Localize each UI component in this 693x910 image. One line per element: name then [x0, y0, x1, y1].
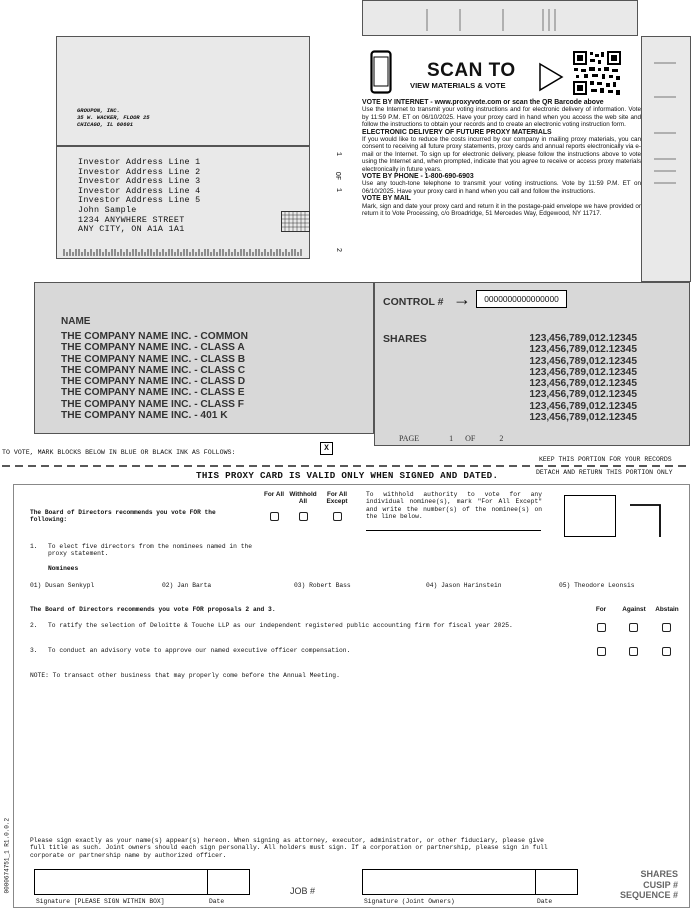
col-against: Against	[622, 606, 646, 613]
share-value: 123,456,789,012.12345	[529, 412, 637, 424]
signature-box-1[interactable]	[34, 869, 250, 895]
vote-mail-heading: VOTE BY MAIL	[362, 195, 411, 203]
vote-internet-heading: VOTE BY INTERNET - www.proxyvote.com or scan the QR Barcode above	[362, 99, 604, 106]
shares-values	[505, 333, 637, 423]
nominee-number-line[interactable]	[366, 530, 541, 531]
code-box	[564, 495, 616, 537]
address-grid-icon	[281, 211, 311, 233]
checkbox-for-all[interactable]	[270, 512, 279, 521]
electronic-delivery-heading: ELECTRONIC DELIVERY OF FUTURE PROXY MATERIALS	[362, 128, 552, 136]
signing-instructions: Please sign exactly as your name(s) appear(s) hereon. When signing as attorney, executor, administrator, or other fiduciary, please give full title as such. Joint owners should each sign personally. All holders must sign. If a corporation or partnership, please sign in full corporate or partnership name by authorized officer.	[30, 837, 548, 859]
company-line: THE COMPANY NAME INC. - CLASS D	[61, 376, 246, 388]
shares-label-bottom: SHARES	[640, 869, 678, 879]
vote-internet-text: Use the Internet to transmit your voting instructions and for electronic delivery of information. Vote by 11:59 P.M. ET on 06/10/2025. Have your proxy card in hand when you access the web site and follow the instructions to obtain your records and to create an electronic voting instruction form.	[362, 106, 641, 129]
name-label: NAME	[61, 316, 91, 327]
page-of: OF	[465, 434, 476, 443]
col-for-all: For All	[264, 491, 284, 498]
col-withhold-all: Withhold All	[289, 491, 317, 505]
checkbox-item2-abstain[interactable]	[662, 623, 671, 632]
qr-code-icon[interactable]	[572, 50, 622, 96]
corner-mark-icon	[626, 501, 666, 541]
checkbox-item2-against[interactable]	[629, 623, 638, 632]
side-num-3: 2	[334, 247, 343, 253]
nominee-3: 03) Robert Bass	[294, 582, 351, 589]
item-3-text: To conduct an advisory vote to approve our named executive officer compensation.	[48, 647, 351, 654]
page-total: 2	[499, 434, 504, 443]
name-block	[34, 282, 374, 434]
address-line: Investor Address Line 3	[78, 176, 201, 187]
mark-instructions: TO VOTE, MARK BLOCKS BELOW IN BLUE OR BLACK INK AS FOLLOWS:	[2, 449, 236, 456]
address-side-numbers	[333, 150, 347, 260]
vote-instructions	[362, 99, 641, 218]
nominees-label: Nominees	[48, 565, 79, 572]
control-shares-block	[374, 282, 690, 446]
ballot-card	[13, 484, 690, 908]
shares-cusip-sequence	[574, 869, 678, 901]
company-line: THE COMPANY NAME INC. - CLASS B	[61, 353, 246, 365]
right-side-strip	[641, 36, 691, 282]
side-num-2: 1	[334, 187, 343, 193]
sender-address	[77, 107, 150, 128]
top-barcode-box	[362, 0, 638, 36]
address-line: ANY CITY, ON A1A 1A1	[78, 224, 185, 235]
side-form-code: 0000674751_1 R1.0.0.2	[3, 817, 11, 894]
share-value: 123,456,789,012.12345	[529, 333, 637, 344]
nominee-4: 04) Jason Harinstein	[426, 582, 502, 589]
address-line: Investor Address Line 1	[78, 157, 201, 167]
scan-to-vote-area	[362, 40, 640, 284]
shares-label: SHARES	[383, 333, 427, 345]
vote-phone-heading: VOTE BY PHONE - 1-800-690-6903	[362, 173, 474, 181]
signature-2-divider	[535, 870, 536, 894]
side-num-1: 1	[334, 151, 343, 157]
electronic-delivery-text: If you would like to reduce the costs incurred by our company in mailing proxy materials, you can consent to receiving all future proxy statements, proxy cards and annual reports electronically via e-mail or the Internet. To sign up for electronic delivery, please follow the instructions above to vote using the Internet and, when prompted, indicate that you agree to receive or access proxy materials electronically in future years.	[362, 136, 641, 173]
signature-2-label: Signature (Joint Owners)	[364, 898, 455, 905]
checkbox-item3-against[interactable]	[629, 647, 638, 656]
share-value: 123,456,789,012.12345	[529, 366, 637, 378]
cusip-label: CUSIP #	[643, 879, 678, 890]
item-1-text: To elect five directors from the nominees named in the proxy statement.	[48, 543, 253, 558]
side-strip-marks	[642, 37, 690, 281]
company-lines	[61, 331, 248, 421]
postal-barcode	[62, 247, 306, 257]
item-2-text: To ratify the selection of Deloitte & Touche LLP as our independent registered public accounting firm for fiscal year 2025.	[48, 622, 513, 629]
checkbox-item3-for[interactable]	[597, 647, 606, 656]
checkbox-withhold-all[interactable]	[299, 512, 308, 521]
investor-address-box	[56, 146, 310, 259]
checkbox-item2-for[interactable]	[597, 623, 606, 632]
board-recommendation-1: The Board of Directors recommends you vote FOR the following:	[30, 509, 216, 524]
detach-portion: DETACH AND RETURN THIS PORTION ONLY	[536, 469, 673, 476]
sender-box	[56, 36, 310, 146]
share-value: 123,456,789,012.12345	[529, 400, 637, 412]
col-abstain: Abstain	[655, 606, 679, 613]
checkbox-item3-abstain[interactable]	[662, 647, 671, 656]
address-line: John Sample	[78, 204, 137, 215]
share-value: 123,456,789,012.12345	[529, 344, 637, 356]
keep-portion: KEEP THIS PORTION FOR YOUR RECORDS	[539, 456, 672, 463]
sequence-label: SEQUENCE #	[619, 890, 678, 900]
detach-dashed-line	[0, 464, 693, 468]
col-for: For	[595, 606, 607, 613]
barcode-marks	[363, 1, 637, 35]
sender-line2: 35 W. WACKER, FLOOR 25	[77, 114, 150, 121]
company-line: THE COMPANY NAME INC. - 401 K	[61, 410, 228, 422]
address-line: 1234 ANYWHERE STREET	[78, 214, 185, 225]
phone-icon	[370, 50, 392, 94]
control-label: CONTROL #	[383, 296, 444, 308]
signature-1-divider	[207, 870, 208, 894]
share-value: 123,456,789,012.12345	[529, 378, 637, 390]
share-value: 123,456,789,012.12345	[529, 355, 637, 367]
note-text: NOTE: To transact other business that may properly come before the Annual Meeting.	[30, 672, 340, 679]
arrow-right-icon	[538, 62, 564, 92]
sender-line3: CHICAGO, IL 60601	[77, 121, 134, 128]
vote-mail-text: Mark, sign and date your proxy card and return it in the postage-paid envelope we have provided or return it to Vote Processing, c/o Broadridge, 51 Mercedes Way, Edgewood, NY 11717.	[362, 202, 641, 218]
company-line: THE COMPANY NAME INC. - CLASS E	[61, 387, 245, 399]
withhold-instructions: To withhold authority to vote for any individual nominee(s), mark "For All Except" and write the number(s) of the nominee(s) on the line below.	[366, 491, 542, 521]
item-3-number: 3.	[30, 647, 38, 654]
share-value: 123,456,789,012.12345	[529, 389, 637, 401]
company-line: THE COMPANY NAME INC. - CLASS A	[61, 342, 245, 354]
item-1-number: 1.	[30, 543, 38, 550]
job-number-label: JOB #	[290, 886, 316, 896]
investor-address-lines	[78, 158, 201, 235]
company-line: THE COMPANY NAME INC. - CLASS F	[61, 398, 245, 410]
date-2-label: Date	[537, 898, 553, 905]
company-line: THE COMPANY NAME INC. - COMMON	[61, 331, 248, 342]
address-line: Investor Address Line 5	[78, 195, 201, 206]
address-line: Investor Address Line 4	[78, 185, 201, 196]
checkbox-for-all-except[interactable]	[333, 512, 342, 521]
board-recommendation-2: The Board of Directors recommends you vote FOR proposals 2 and 3.	[30, 606, 276, 613]
nominee-5: 05) Theodore Leonsis	[559, 582, 635, 589]
col-for-all-except: For All Except	[326, 491, 348, 505]
scan-subtitle: VIEW MATERIALS & VOTE	[410, 81, 506, 90]
nominee-1: 01) Dusan Senkypl	[30, 582, 95, 589]
signature-box-2[interactable]	[362, 869, 578, 895]
mark-example-x: X	[320, 442, 333, 455]
control-number: 0000000000000000	[476, 290, 567, 308]
page-label: PAGE	[399, 434, 420, 443]
side-of: OF	[333, 171, 342, 181]
nominee-2: 02) Jan Barta	[162, 582, 212, 589]
sender-line1: GROUPON, INC.	[77, 107, 120, 114]
page-number: 1	[449, 434, 454, 443]
date-1-label: Date	[209, 898, 225, 905]
valid-notice: THIS PROXY CARD IS VALID ONLY WHEN SIGNED AND DATED.	[196, 470, 499, 481]
page-indicator	[399, 434, 503, 443]
signature-1-label: Signature [PLEASE SIGN WITHIN BOX]	[36, 898, 165, 905]
scan-title: SCAN TO	[427, 60, 516, 81]
company-line: THE COMPANY NAME INC. - CLASS C	[61, 364, 246, 376]
control-arrow-icon: →	[453, 289, 471, 309]
address-line: Investor Address Line 2	[78, 166, 201, 177]
item-2-number: 2.	[30, 622, 38, 629]
vote-phone-text: Use any touch-tone telephone to transmit your voting instructions. Vote by 11:59 P.M. ET on 06/10/2025. Have your proxy card in hand when you call and follow the instructions.	[362, 180, 641, 195]
